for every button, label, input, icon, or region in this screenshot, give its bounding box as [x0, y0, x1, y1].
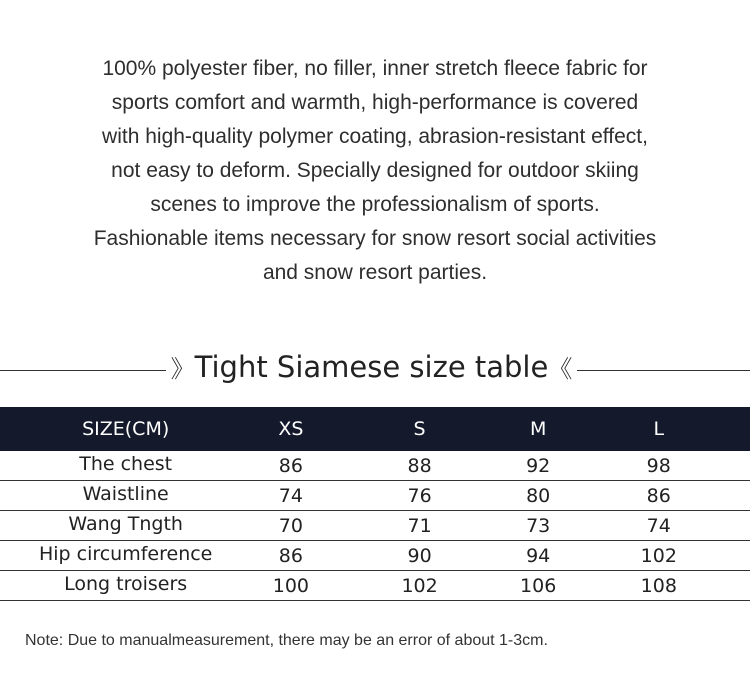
product-description	[40, 52, 710, 290]
size-table-title	[0, 345, 750, 389]
title-left-bracket: 》	[170, 355, 195, 383]
cell-value: 86	[251, 541, 330, 571]
header-size-cm: SIZE(CM)	[0, 407, 251, 451]
title-divider-right	[577, 370, 750, 371]
title-text-wrap	[166, 345, 577, 391]
table-row	[0, 481, 750, 511]
description-line: Fashionable items necessary for snow resort social activities	[93, 227, 657, 250]
cell-value: 74	[568, 511, 750, 541]
row-label: Hip circumference	[0, 541, 251, 571]
cell-value: 98	[568, 451, 750, 481]
description-line: scenes to improve the professionalism of sports.	[150, 193, 600, 216]
header-m: M	[509, 407, 568, 451]
table-header-row	[0, 407, 750, 451]
cell-value: 94	[509, 541, 568, 571]
row-label: Waistline	[0, 481, 251, 511]
description-line: 100% polyester fiber, no filler, inner stretch fleece fabric for	[102, 57, 648, 80]
cell-value: 90	[330, 541, 508, 571]
row-label: Wang Tngth	[0, 511, 251, 541]
cell-value: 70	[251, 511, 330, 541]
table-row	[0, 451, 750, 481]
description-line: sports comfort and warmth, high-performance is covered	[111, 91, 639, 114]
table-row	[0, 571, 750, 601]
row-label: Long troisers	[0, 571, 251, 601]
title-divider-left	[0, 370, 166, 371]
description-line: not easy to deform. Specially designed for outdoor skiing	[111, 159, 639, 182]
cell-value: 92	[509, 451, 568, 481]
row-label: The chest	[0, 451, 251, 481]
title-label: Tight Siamese size table	[194, 350, 549, 384]
cell-value: 71	[330, 511, 508, 541]
cell-value: 76	[330, 481, 508, 511]
table-row	[0, 511, 750, 541]
header-xs: XS	[251, 407, 330, 451]
cell-value: 106	[509, 571, 568, 601]
cell-value: 102	[568, 541, 750, 571]
cell-value: 86	[568, 481, 750, 511]
cell-value: 74	[251, 481, 330, 511]
cell-value: 108	[568, 571, 750, 601]
cell-value: 88	[330, 451, 508, 481]
measurement-note: Note: Due to manualmeasurement, there may be an error of about 1-3cm.	[25, 632, 548, 649]
cell-value: 100	[251, 571, 330, 601]
header-s: S	[330, 407, 508, 451]
size-table	[0, 407, 750, 601]
cell-value: 102	[330, 571, 508, 601]
description-line: and snow resort parties.	[262, 261, 488, 284]
title-right-bracket: 《	[548, 355, 573, 383]
cell-value: 80	[509, 481, 568, 511]
cell-value: 86	[251, 451, 330, 481]
description-line: with high-quality polymer coating, abrasion-resistant effect,	[102, 125, 648, 148]
header-l: L	[568, 407, 750, 451]
table-row	[0, 541, 750, 571]
cell-value: 73	[509, 511, 568, 541]
